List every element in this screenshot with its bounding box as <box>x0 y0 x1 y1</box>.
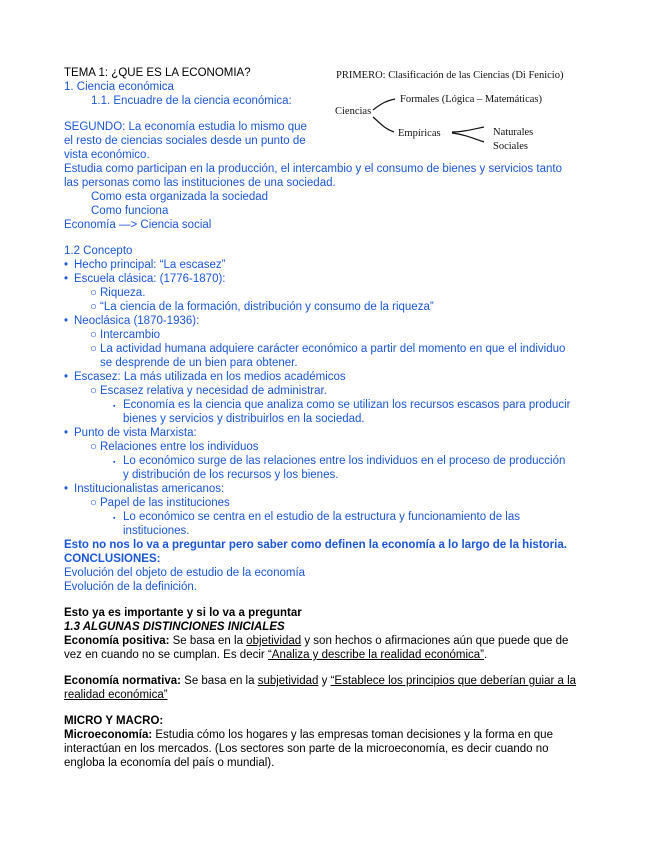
positiva-objetividad: objetividad <box>246 635 302 647</box>
concepto-sub-4-1 <box>90 385 327 398</box>
micro-macro-heading: MICRO Y MACRO: <box>64 715 164 727</box>
bullet-text: Institucionalistas americanos: <box>74 483 225 495</box>
concepto-sub-4-1-1 <box>113 399 570 413</box>
bullet-text: Escuela clásica: (1776-1870): <box>74 273 226 285</box>
concepto-sub-3-2-cont: se desprende de un bien para obtener. <box>100 357 298 369</box>
bullet-circle: ○ <box>90 497 97 509</box>
positiva-quote: “Analiza y describe la realidad económica” <box>267 649 484 661</box>
bullet-disc: • <box>64 259 69 271</box>
concepto-sub-5-1 <box>90 441 259 454</box>
estudia-line-1: Estudia como participan en la producción, el intercambio y el consumo de bienes y servicios tanto <box>64 163 562 175</box>
estudia-funciona: Como funciona <box>91 205 169 217</box>
positiva-text: . <box>484 649 488 661</box>
bullet-disc: • <box>64 273 69 285</box>
concepto-bullet-2 <box>64 273 226 286</box>
positiva-line-1 <box>64 635 568 648</box>
positiva-text: y son hechos o afirmaciones aún que puede que de <box>301 635 569 647</box>
bullet-text: Relaciones entre los individuos <box>100 441 259 453</box>
normativa-line-2: realidad económica” <box>64 689 168 701</box>
concepto-sub-2-2 <box>90 301 434 314</box>
diagram-formales: Formales (Lógica – Matemáticas) <box>400 94 542 105</box>
concepto-sub-5-1-1 <box>113 455 565 469</box>
bullet-small: ▪ <box>113 515 116 522</box>
micro-line-1 <box>64 729 553 742</box>
micro-line-3: engloba la economía del país o mundial). <box>64 757 275 769</box>
diagram-title: PRIMERO: Clasificación de las Ciencias (Di Fenicio) <box>336 70 564 81</box>
concepto-sub-6-1-1-cont: instituciones. <box>123 525 190 537</box>
distinciones-heading: 1.3 ALGUNAS DISTINCIONES INICIALES <box>64 621 285 633</box>
concepto-bullet-3 <box>64 315 199 328</box>
bullet-text: Lo económico se centra en el estudio de la estructura y funcionamiento de las <box>123 511 520 523</box>
bullet-circle: ○ <box>90 385 97 397</box>
concepto-bullet-1 <box>64 259 226 272</box>
bullet-text: Lo económico surge de las relaciones entre los individuos en el proceso de producción <box>123 455 566 467</box>
estudia-line-2: las personas como las instituciones de una sociedad. <box>64 177 336 189</box>
segundo-line-3: vista económico. <box>64 149 150 161</box>
bullet-circle: ○ <box>90 343 97 355</box>
diagram-line-naturales <box>452 127 484 132</box>
bullet-text: Escasez: La más utilizada en los medios académicos <box>74 371 346 383</box>
concepto-sub-6-1-1 <box>113 511 520 525</box>
conclusiones-item-2: Evolución de la definición. <box>64 581 197 593</box>
diagram-line-formales <box>373 99 395 110</box>
micro-line-2: interactúan en los mercados. (Los sectores son parte de la microeconomía, es decir cuando no <box>64 743 549 755</box>
bullet-text: “La ciencia de la formación, distribución y consumo de la riqueza” <box>100 301 434 313</box>
concepto-bullet-6 <box>64 483 224 496</box>
micro-label: Microeconomía: <box>64 729 153 741</box>
concepto-sub-3-1 <box>90 329 160 342</box>
concepto-sub-4-1-1-cont: bienes y servicios y distribuirlos en la sociedad. <box>123 413 365 425</box>
bullet-disc: • <box>64 315 69 327</box>
conclusiones-note: Esto no nos lo va a preguntar pero saber como definen la economía a lo largo de la historia. <box>64 539 567 551</box>
diagram-root: Ciencias <box>335 106 372 117</box>
bullet-text: Intercambio <box>100 329 161 341</box>
concepto-heading: 1.2 Concepto <box>64 245 133 257</box>
normativa-text: Se basa en la <box>180 675 258 687</box>
positiva-line-2 <box>64 649 487 662</box>
bullet-disc: • <box>64 483 69 495</box>
segundo-line-2: el resto de ciencias sociales desde un punto de <box>64 135 306 147</box>
positiva-text: vez en cuando no se cumplan. Es decir <box>64 649 268 661</box>
section-1-heading: 1. Ciencia económica <box>64 81 174 93</box>
bullet-disc: • <box>64 371 69 383</box>
normativa-line-1 <box>64 675 576 688</box>
normativa-subjetividad: subjetividad <box>257 675 319 687</box>
economia-ciencia-social: Economía —> Ciencia social <box>64 219 212 231</box>
bullet-text: Riqueza. <box>100 287 146 299</box>
diagram-sociales: Sociales <box>493 141 528 152</box>
bullet-circle: ○ <box>90 287 97 299</box>
concepto-bullet-5 <box>64 427 197 440</box>
diagram-naturales: Naturales <box>493 127 534 138</box>
diagram-line-empiricas <box>373 117 394 132</box>
bullet-text: Neoclásica (1870-1936): <box>74 315 200 327</box>
normativa-text: y <box>318 675 331 687</box>
bullet-circle: ○ <box>90 301 97 313</box>
important-note: Esto ya es importante y si lo va a preguntar <box>64 607 302 619</box>
bullet-text: Escasez relativa y necesidad de administrar. <box>100 385 327 397</box>
normativa-quote: “Establece los principios que deberían guiar a la <box>330 675 577 687</box>
concepto-sub-3-2 <box>90 343 565 356</box>
bullet-small: ▪ <box>113 403 116 410</box>
estudia-organizada: Como esta organizada la sociedad <box>91 191 269 203</box>
diagram-line-sociales <box>452 133 484 142</box>
positiva-label: Economía positiva: <box>64 635 170 647</box>
bullet-circle: ○ <box>90 441 97 453</box>
bullet-circle: ○ <box>90 329 97 341</box>
concepto-sub-5-1-1-cont: y distribución de los recursos y los bienes. <box>123 469 339 481</box>
bullet-text: Hecho principal: “La escasez” <box>74 259 226 271</box>
concepto-sub-6-1 <box>90 497 230 510</box>
bullet-text: Economía es la ciencia que analiza como se utilizan los recursos escasos para producir <box>123 399 571 411</box>
bullet-text: La actividad humana adquiere carácter económico a partir del momento en que el individuo <box>100 343 566 355</box>
micro-text: Estudia cómo los hogares y las empresas toman decisiones y la forma en que <box>152 729 553 741</box>
positiva-text: Se basa en la <box>169 635 247 647</box>
concepto-sub-2-1 <box>90 287 145 300</box>
segundo-line-1: SEGUNDO: La economía estudia lo mismo que <box>64 121 307 133</box>
bullet-disc: • <box>64 427 69 439</box>
bullet-text: Papel de las instituciones <box>100 497 230 509</box>
concepto-bullet-4 <box>64 371 346 384</box>
conclusiones-heading: CONCLUSIONES: <box>64 553 161 565</box>
section-1-1-heading: 1.1. Encuadre de la ciencia económica: <box>91 95 292 107</box>
diagram-empiricas: Empíricas <box>398 128 441 139</box>
page-title: TEMA 1: ¿QUE ES LA ECONOMIA? <box>64 67 251 79</box>
normativa-label: Economía normativa: <box>64 675 181 687</box>
bullet-small: ▪ <box>113 459 116 466</box>
bullet-text: Punto de vista Marxista: <box>74 427 197 439</box>
conclusiones-item-1: Evolución del objeto de estudio de la economía <box>64 567 306 579</box>
